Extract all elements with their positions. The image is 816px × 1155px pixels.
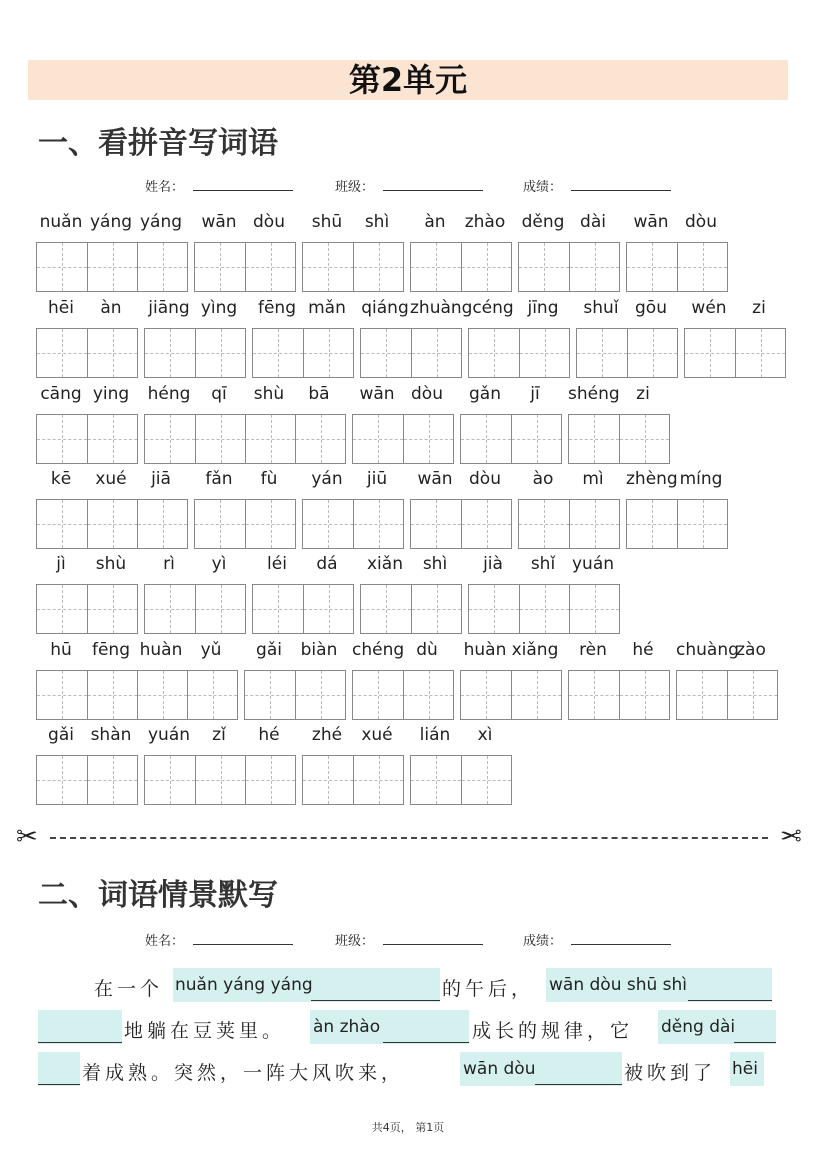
writing-cell[interactable] (37, 329, 87, 377)
writing-cell[interactable] (569, 585, 619, 633)
pinyin-label: shǐ (530, 554, 556, 574)
pinyin-label: dòu (411, 384, 443, 404)
word-grid[interactable] (194, 499, 296, 549)
word-grid[interactable] (410, 499, 512, 549)
score-label: 成绩： (523, 934, 563, 949)
writing-cell[interactable] (87, 756, 137, 804)
word-grid[interactable] (352, 670, 454, 720)
name-label: 姓名： (145, 934, 185, 949)
word-grid[interactable] (36, 499, 188, 549)
writing-cell[interactable] (519, 585, 569, 633)
pinyin-label: huàn (463, 640, 507, 660)
answer-blank[interactable] (38, 1084, 80, 1085)
passage-text: 地躺在豆荚里。 (124, 1020, 286, 1042)
pinyin-label: shù (95, 554, 127, 574)
writing-cell[interactable] (627, 243, 677, 291)
pinyin-label: chuàng (676, 640, 739, 660)
pinyin-label: mǎn (308, 298, 346, 318)
word-grid[interactable] (360, 584, 462, 634)
pinyin-label: héng (147, 384, 191, 404)
answer-blank[interactable] (535, 1084, 622, 1085)
writing-cell[interactable] (245, 671, 295, 719)
word-grid[interactable] (568, 414, 670, 464)
name-field[interactable] (193, 190, 293, 191)
word-grid[interactable] (626, 499, 728, 549)
writing-cell[interactable] (87, 243, 137, 291)
writing-cell[interactable] (403, 415, 453, 463)
writing-cell[interactable] (569, 500, 619, 548)
word-grid[interactable] (144, 584, 246, 634)
pinyin-label: kē (50, 469, 72, 489)
writing-cell[interactable] (569, 415, 619, 463)
pinyin-label: yìng (200, 298, 238, 318)
word-grid[interactable] (36, 242, 188, 292)
scissors-icon: ✂ (16, 822, 38, 852)
pinyin-label: hé (632, 640, 654, 660)
word-grid[interactable] (360, 328, 462, 378)
pinyin-label: rì (163, 554, 175, 574)
pinyin-label: zhào (464, 212, 506, 232)
writing-cell[interactable] (245, 756, 295, 804)
word-grid[interactable] (460, 414, 562, 464)
answer-blank[interactable] (734, 1042, 776, 1043)
pinyin-label: xué (95, 469, 127, 489)
writing-cell[interactable] (403, 671, 453, 719)
writing-cell[interactable] (137, 243, 187, 291)
word-grid[interactable] (302, 242, 404, 292)
writing-cell[interactable] (511, 415, 561, 463)
pinyin-highlight (38, 1052, 80, 1086)
writing-cell[interactable] (461, 500, 511, 548)
passage-text: 的午后， (442, 978, 535, 1000)
writing-cell[interactable] (353, 500, 403, 548)
pinyin-label: jià (483, 554, 503, 574)
writing-cell[interactable] (195, 415, 245, 463)
cut-line (16, 822, 802, 852)
pinyin-label: yuán (571, 554, 615, 574)
pinyin-highlight (38, 1010, 122, 1044)
pinyin-label: nuǎn (39, 212, 83, 232)
score-field[interactable] (571, 190, 671, 191)
writing-cell[interactable] (461, 415, 511, 463)
word-grid[interactable] (676, 670, 778, 720)
pinyin-label: shàn (90, 725, 132, 745)
passage-text: 被吹到了 (624, 1062, 717, 1084)
writing-cell[interactable] (245, 415, 295, 463)
pinyin-label: dòu (685, 212, 717, 232)
pinyin-label: dài (580, 212, 606, 232)
word-grid[interactable] (36, 414, 138, 464)
writing-cell[interactable] (519, 243, 569, 291)
writing-cell[interactable] (187, 671, 237, 719)
pinyin-label: dòu (253, 212, 285, 232)
pinyin-label: gǎn (469, 384, 501, 404)
pinyin-label: yáng (139, 212, 183, 232)
writing-cell[interactable] (461, 243, 511, 291)
word-grid[interactable] (568, 670, 670, 720)
word-grid[interactable] (144, 414, 346, 464)
pinyin-label: xiǎn (367, 554, 403, 574)
word-grid[interactable] (352, 414, 454, 464)
word-grid[interactable] (410, 755, 512, 805)
pinyin-label: àn (100, 298, 122, 318)
word-grid[interactable] (36, 328, 138, 378)
pinyin-label: dù (416, 640, 438, 660)
writing-cell[interactable] (87, 415, 137, 463)
pinyin-label: fù (260, 469, 278, 489)
class-label: 班级： (335, 934, 375, 949)
pinyin-label: zhèng (626, 469, 678, 489)
writing-cell[interactable] (627, 329, 677, 377)
writing-cell[interactable] (619, 415, 669, 463)
pinyin-label: yán (311, 469, 343, 489)
pinyin-label: hēi (48, 298, 74, 318)
writing-cell[interactable] (145, 415, 195, 463)
pinyin-label: dòu (469, 469, 501, 489)
pinyin-label: jiāng (148, 298, 190, 318)
answer-blank[interactable] (38, 1042, 122, 1043)
word-grid[interactable] (194, 242, 296, 292)
writing-cell[interactable] (137, 671, 187, 719)
writing-cell[interactable] (569, 243, 619, 291)
class-label: 班级： (335, 180, 375, 195)
passage-text: 着成熟。突然，一阵大风吹来， (82, 1062, 405, 1084)
pinyin-label: shì (422, 554, 448, 574)
word-grid[interactable] (518, 242, 620, 292)
pinyin-label: yǔ (200, 640, 222, 660)
writing-cell[interactable] (627, 500, 677, 548)
writing-cell[interactable] (469, 585, 519, 633)
writing-cell[interactable] (519, 500, 569, 548)
name-label: 姓名： (145, 180, 185, 195)
writing-cell[interactable] (303, 756, 353, 804)
writing-cell[interactable] (137, 500, 187, 548)
pinyin-label: zhuàng (410, 298, 473, 318)
pinyin-label: jì (56, 554, 66, 574)
pinyin-label: zhé (311, 725, 343, 745)
word-grid[interactable] (252, 328, 354, 378)
writing-cell[interactable] (145, 585, 195, 633)
writing-cell[interactable] (461, 671, 511, 719)
writing-cell[interactable] (677, 671, 727, 719)
pinyin-hint: wān dòu shū shì (549, 975, 688, 995)
writing-cell[interactable] (353, 243, 403, 291)
writing-cell[interactable] (87, 329, 137, 377)
writing-cell[interactable] (577, 329, 627, 377)
writing-cell[interactable] (37, 243, 87, 291)
writing-cell[interactable] (253, 329, 303, 377)
word-grid[interactable] (302, 499, 404, 549)
answer-blank[interactable] (688, 1000, 772, 1001)
pinyin-hint: nuǎn yáng yáng (175, 975, 313, 995)
pinyin-label: xué (361, 725, 393, 745)
pinyin-label: yì (211, 554, 227, 574)
writing-cell[interactable] (195, 243, 245, 291)
pinyin-label: fēng (257, 298, 296, 318)
pinyin-label: wān (633, 212, 669, 232)
writing-cell[interactable] (353, 756, 403, 804)
pinyin-label: wān (417, 469, 453, 489)
writing-cell[interactable] (727, 671, 777, 719)
writing-cell[interactable] (37, 671, 87, 719)
answer-blank[interactable] (383, 1042, 469, 1043)
pinyin-label: zi (752, 298, 766, 318)
writing-cell[interactable] (569, 671, 619, 719)
pinyin-label: shì (364, 212, 390, 232)
pinyin-label: ào (532, 469, 554, 489)
pinyin-label: zào (736, 640, 766, 660)
writing-cell[interactable] (411, 756, 461, 804)
pinyin-hint: àn zhào (313, 1017, 381, 1037)
word-grid[interactable] (252, 584, 354, 634)
pinyin-label: xiǎng (511, 640, 559, 660)
word-grid[interactable] (518, 499, 620, 549)
writing-cell[interactable] (303, 243, 353, 291)
word-grid[interactable] (36, 755, 138, 805)
word-grid[interactable] (410, 242, 512, 292)
pinyin-label: biàn (300, 640, 338, 660)
pinyin-label: mì (582, 469, 604, 489)
pinyin-label: léi (267, 554, 287, 574)
writing-cell[interactable] (303, 585, 353, 633)
writing-cell[interactable] (511, 671, 561, 719)
class-field[interactable] (383, 944, 483, 945)
pinyin-label: bā (308, 384, 330, 404)
writing-cell[interactable] (295, 415, 345, 463)
writing-cell[interactable] (37, 585, 87, 633)
writing-cell[interactable] (87, 585, 137, 633)
writing-cell[interactable] (87, 671, 137, 719)
writing-cell[interactable] (37, 500, 87, 548)
writing-cell[interactable] (37, 415, 87, 463)
score-field[interactable] (571, 944, 671, 945)
writing-cell[interactable] (145, 329, 195, 377)
word-grid[interactable] (244, 670, 346, 720)
pinyin-label: cāng (40, 384, 82, 404)
answer-blank[interactable] (311, 1000, 440, 1001)
writing-cell[interactable] (295, 671, 345, 719)
pinyin-label: zi (636, 384, 650, 404)
word-grid[interactable] (468, 584, 620, 634)
scissors-icon: ✂ (780, 822, 802, 852)
page-title: 第2单元 (348, 61, 468, 99)
writing-cell[interactable] (519, 329, 569, 377)
pinyin-label: hū (50, 640, 72, 660)
pinyin-label: hé (258, 725, 280, 745)
writing-cell[interactable] (245, 243, 295, 291)
writing-cell[interactable] (87, 500, 137, 548)
pinyin-label: wān (359, 384, 395, 404)
passage-line-3 (38, 1052, 778, 1086)
writing-cell[interactable] (411, 500, 461, 548)
pinyin-label: yuán (147, 725, 191, 745)
writing-cell[interactable] (411, 329, 461, 377)
pinyin-label: wān (201, 212, 237, 232)
word-grid[interactable] (302, 755, 404, 805)
pinyin-label: gǎi (256, 640, 282, 660)
pinyin-hint: wān dòu (463, 1059, 536, 1079)
pinyin-label: chéng (352, 640, 405, 660)
writing-cell[interactable] (195, 585, 245, 633)
pinyin-label: shéng (568, 384, 620, 404)
writing-cell[interactable] (735, 329, 785, 377)
pinyin-label: rèn (579, 640, 607, 660)
word-grid[interactable] (36, 670, 238, 720)
pinyin-label: ying (92, 384, 130, 404)
pinyin-label: lián (419, 725, 451, 745)
word-grid[interactable] (460, 670, 562, 720)
pinyin-label: shū (311, 212, 343, 232)
writing-cell[interactable] (677, 243, 727, 291)
pinyin-label: jiā (151, 469, 171, 489)
passage-text: 在一个 (94, 978, 164, 1000)
pinyin-label: fǎn (205, 469, 233, 489)
writing-cell[interactable] (195, 329, 245, 377)
word-grid[interactable] (576, 328, 678, 378)
writing-cell[interactable] (353, 671, 403, 719)
writing-cell[interactable] (619, 671, 669, 719)
pinyin-label: àn (424, 212, 446, 232)
dashed-divider (50, 837, 768, 839)
word-grid[interactable] (684, 328, 786, 378)
writing-cell[interactable] (685, 329, 735, 377)
pinyin-label: jī (530, 384, 540, 404)
passage-text: 成长的规律，它 (472, 1020, 634, 1042)
pinyin-label: jīng (527, 298, 559, 318)
pinyin-label: céng (472, 298, 514, 318)
writing-cell[interactable] (37, 756, 87, 804)
pinyin-label: dá (316, 554, 338, 574)
pinyin-label: shuǐ (583, 298, 619, 318)
writing-cell[interactable] (361, 585, 411, 633)
writing-cell[interactable] (461, 756, 511, 804)
pinyin-label: zǐ (212, 725, 226, 745)
pinyin-label: yáng (89, 212, 133, 232)
pinyin-hint: děng dài (661, 1017, 736, 1037)
pinyin-label: jiū (366, 469, 388, 489)
pinyin-label: huàn (139, 640, 183, 660)
writing-cell[interactable] (195, 500, 245, 548)
writing-cell[interactable] (245, 500, 295, 548)
word-grid[interactable] (626, 242, 728, 292)
pinyin-label: děng (521, 212, 565, 232)
word-grid[interactable] (144, 755, 296, 805)
pinyin-label: míng (679, 469, 723, 489)
writing-cell[interactable] (411, 243, 461, 291)
writing-cell[interactable] (145, 756, 195, 804)
pinyin-label: fēng (91, 640, 130, 660)
pinyin-label: qī (211, 384, 227, 404)
section2-heading: 二、词语情景默写 (38, 878, 278, 913)
writing-cell[interactable] (303, 500, 353, 548)
word-grid[interactable] (144, 328, 246, 378)
pinyin-label: qiáng (361, 298, 409, 318)
page-footer: 共4页， 第1页 (371, 1121, 445, 1134)
word-grid[interactable] (36, 584, 138, 634)
writing-cell[interactable] (253, 585, 303, 633)
section1-heading: 一、看拼音写词语 (38, 126, 278, 161)
name-field[interactable] (193, 944, 293, 945)
writing-cell[interactable] (353, 415, 403, 463)
passage-line-2 (38, 1010, 778, 1044)
pinyin-hint: hēi (732, 1059, 758, 1079)
writing-cell[interactable] (303, 329, 353, 377)
pinyin-label: gǎi (48, 725, 74, 745)
pinyin-label: gōu (635, 298, 667, 318)
writing-cell[interactable] (411, 585, 461, 633)
writing-cell[interactable] (677, 500, 727, 548)
pinyin-label: xì (477, 725, 493, 745)
word-grid[interactable] (468, 328, 570, 378)
writing-cell[interactable] (361, 329, 411, 377)
score-label: 成绩： (523, 180, 563, 195)
class-field[interactable] (383, 190, 483, 191)
pinyin-label: shù (253, 384, 285, 404)
pinyin-label: wén (691, 298, 727, 318)
passage-line-1 (38, 968, 778, 1002)
writing-cell[interactable] (469, 329, 519, 377)
writing-cell[interactable] (195, 756, 245, 804)
